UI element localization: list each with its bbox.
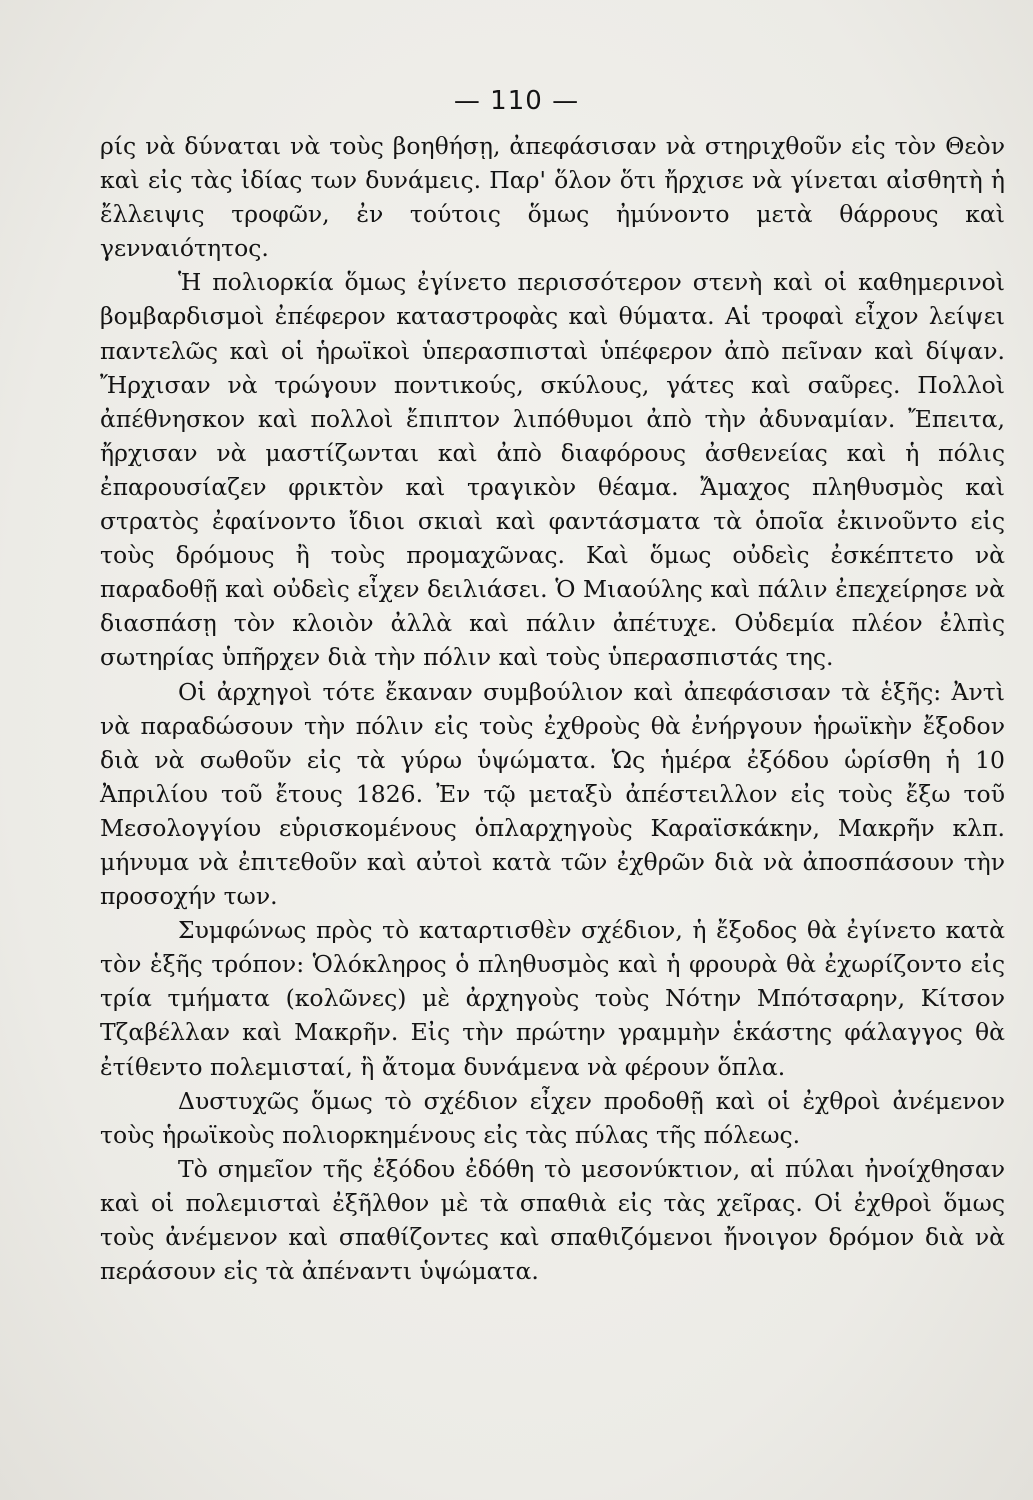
body-text [100, 129, 1005, 1288]
paragraph-4: Συμφώνως πρὸς τὸ καταρτισθὲν σχέδιον, ἡ ἔξοδος θὰ ἐγίνετο κατὰ τὸν ἑξῆς τρόπον: Ὁλόκληρος ὁ πληθυσμὸς καὶ ἡ φρουρὰ θὰ ἐχωρίζοντο εἰς τρία τμήματα (κολῶνες) μὲ ἀρχηγοὺς τοὺς Νότην Μπότσαρην, Κίτσον Τζαβέλλαν καὶ Μακρῆν. Εἰς τὴν πρώτην γραμμὴν ἑκάστης φάλαγγος θὰ ἐτίθεντο πολεμισταί, ἢ ἄτομα δυνάμενα νὰ φέρουν ὅπλα. [100, 916, 1005, 1081]
paragraph-5: Δυστυχῶς ὅμως τὸ σχέδιον εἶχεν προδοθῇ καὶ οἱ ἐχθροὶ ἀνέμενον τοὺς ἡρωϊκοὺς πολιορκημένους εἰς τὰς πύλας τῆς πόλεως. [100, 1086, 1005, 1149]
paragraph-2: Ἡ πολιορκία ὅμως ἐγίνετο περισσότερον στενὴ καὶ οἱ καθημερινοὶ βομβαρδισμοὶ ἐπέφερον καταστροφὰς καὶ θύματα. Αἱ τροφαὶ εἶχον λείψει παντελῶς καὶ οἱ ἡρωϊκοὶ ὑπερασπισταὶ ὑπέφερον ἀπὸ πεῖναν καὶ δίψαν. Ἤρχισαν νὰ τρώγουν ποντικούς, σκύλους, γάτες καὶ σαῦρες. Πολλοὶ ἀπέθνησκον καὶ πολλοὶ ἔπιπτον λιπόθυμοι ἀπὸ τὴν ἀδυναμίαν. Ἔπειτα, ἤρχισαν νὰ μαστίζωνται καὶ ἀπὸ διαφόρους ἀσθενείας καὶ ἡ πόλις ἐπαρουσίαζεν φρικτὸν καὶ τραγικὸν θέαμα. Ἄμαχος πληθυσμὸς καὶ στρατὸς ἐφαίνοντο ἴδιοι σκιαὶ καὶ φαντάσματα τὰ ὁποῖα ἐκινοῦντο εἰς τοὺς δρόμους ἢ τοὺς προμαχῶνας. Καὶ ὅμως οὐδεὶς ἐσκέπτετο νὰ παραδοθῇ καὶ οὐδεὶς εἶχεν δειλιάσει. Ὁ Μιαούλης καὶ πάλιν ἐπεχείρησε νὰ διασπάσῃ τὸν κλοιὸν ἀλλὰ καὶ πάλιν ἀπέτυχε. Οὐδεμία πλέον ἐλπὶς σωτηρίας ὑπῆρχεν διὰ τὴν πόλιν καὶ τοὺς ὑπερασπιστάς της. [100, 268, 1005, 672]
page-number: — 110 — [453, 86, 580, 116]
paragraph-1: ρίς νὰ δύναται νὰ τοὺς βοηθήσῃ, ἀπεφάσισαν νὰ στηριχθοῦν εἰς τὸν Θεὸν καὶ εἰς τὰς ἰδίας των δυνάμεις. Παρ' ὅλον ὅτι ἤρχισε νὰ γίνεται αἰσθητὴ ἡ ἔλλειψις τροφῶν, ἐν τούτοις ὅμως ἠμύνοντο μετὰ θάρρους καὶ γενναιότητος. [100, 132, 1005, 263]
paragraph-3: Οἱ ἀρχηγοὶ τότε ἔκαναν συμβούλιον καὶ ἀπεφάσισαν τὰ ἑξῆς: Ἀντὶ νὰ παραδώσουν τὴν πόλιν εἰς τοὺς ἐχθροὺς θὰ ἐνήργουν ἡρωϊκὴν ἔξοδον διὰ νὰ σωθοῦν εἰς τὰ γύρω ὑψώματα. Ὡς ἡμέρα ἐξόδου ὡρίσθη ἡ 10 Ἀπριλίου τοῦ ἔτους 1826. Ἐν τῷ μεταξὺ ἀπέστειλλον εἰς τοὺς ἔξω τοῦ Μεσολογγίου εὑρισκομένους ὁπλαρχηγοὺς Καραϊσκάκην, Μακρῆν κλπ. μήνυμα νὰ ἐπιτεθοῦν καὶ αὐτοὶ κατὰ τῶν ἐχθρῶν διὰ νὰ ἀποσπάσουν τὴν προσοχήν των. [100, 677, 1005, 911]
paragraph-6: Τὸ σημεῖον τῆς ἐξόδου ἐδόθη τὸ μεσονύκτιον, αἱ πύλαι ἠνοίχθησαν καὶ οἱ πολεμισταὶ ἐξῆλθον μὲ τὰ σπαθιὰ εἰς τὰς χεῖρας. Οἱ ἐχθροὶ ὅμως τοὺς ἀνέμενον καὶ σπαθίζοντες καὶ σπαθιζόμενοι ἤνοιγον δρόμον διὰ νὰ περάσουν εἰς τὰ ἀπέναντι ὑψώματα. [100, 1154, 1005, 1286]
